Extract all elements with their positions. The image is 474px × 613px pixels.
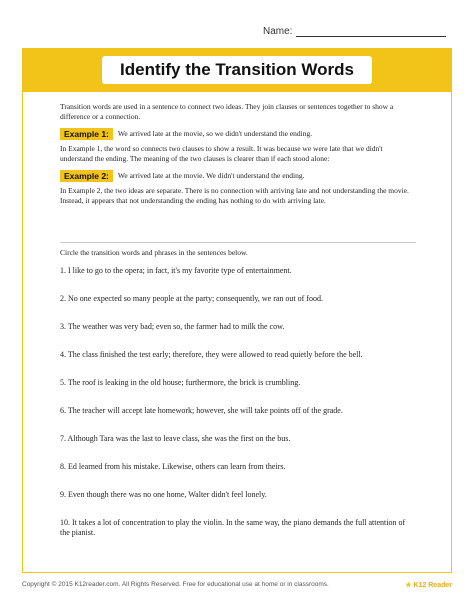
- section-divider: [60, 242, 416, 243]
- question-item[interactable]: 7. Although Tara was the last to leave class, she was the first on the bus.: [60, 434, 291, 443]
- question-list: [60, 266, 416, 546]
- question-item[interactable]: 5. The roof is leaking in the old house; furthermore, the brick is crumbling.: [60, 378, 301, 387]
- intro-text: Transition words are used in a sentence to connect two ideas. They join clauses or sentences together to show a difference or a connection.: [60, 102, 394, 121]
- question-item[interactable]: 1. I like to go to the opera; in fact, it's my favorite type of entertainment.: [60, 266, 292, 275]
- question-item[interactable]: 3. The weather was very bad; even so, the farmer had to milk the cow.: [60, 322, 285, 331]
- question-item[interactable]: 4. The class finished the test early; therefore, they were allowed to read quietly before the bell.: [60, 350, 363, 359]
- logo-text: K12 Reader: [413, 582, 452, 589]
- question-item[interactable]: 8. Ed learned from his mistake. Likewise, others can learn from theirs.: [60, 462, 286, 471]
- question-item[interactable]: 2. No one expected so many people at the party; consequently, we ran out of food.: [60, 294, 323, 303]
- example-2-explanation: In Example 2, the two ideas are separate. There is no connection with arriving late and not understanding the movie. Instead, it appears that not understanding the ending has nothing to do with arriving late.: [60, 186, 409, 205]
- example-1: [60, 128, 416, 140]
- footer: [22, 581, 452, 593]
- name-blank[interactable]: [296, 27, 446, 37]
- page-title: Identify the Transition Words: [120, 60, 354, 79]
- title-banner: [22, 48, 452, 92]
- question-item[interactable]: 9. Even though there was no one home, Walter didn't feel lonely.: [60, 490, 267, 499]
- intro-section: [60, 102, 416, 212]
- k12reader-logo: [405, 581, 452, 589]
- example-2: [60, 170, 416, 182]
- name-label: Name:: [263, 26, 293, 37]
- question-item[interactable]: 10. It takes a lot of concentration to play the violin. In the same way, the piano demands the full attention of the pianist.: [60, 518, 406, 537]
- example-2-sentence: We arrived late at the movie. We didn't understand the ending.: [117, 171, 305, 180]
- title-box: [102, 56, 372, 84]
- question-item[interactable]: 6. The teacher will accept late homework; however, she will take points off of the grade.: [60, 406, 343, 415]
- example-2-label: Example 2:: [60, 170, 113, 182]
- instructions: Circle the transition words and phrases in the sentences below.: [60, 248, 248, 257]
- example-1-explanation: In Example 1, the word so connects two clauses to show a result. It was because we were late that we didn't understand the ending. The meaning of the two clauses is clearer than if each stood alone:: [60, 144, 383, 163]
- copyright-text: Copyright © 2015 K12reader.com. All Rights Reserved. Free for educational use at home or in classrooms.: [22, 581, 329, 588]
- example-1-sentence: We arrived late at the movie, so we didn't understand the ending.: [117, 129, 313, 138]
- name-field[interactable]: [263, 26, 446, 37]
- example-1-label: Example 1:: [60, 128, 113, 140]
- star-icon: ★: [405, 582, 412, 589]
